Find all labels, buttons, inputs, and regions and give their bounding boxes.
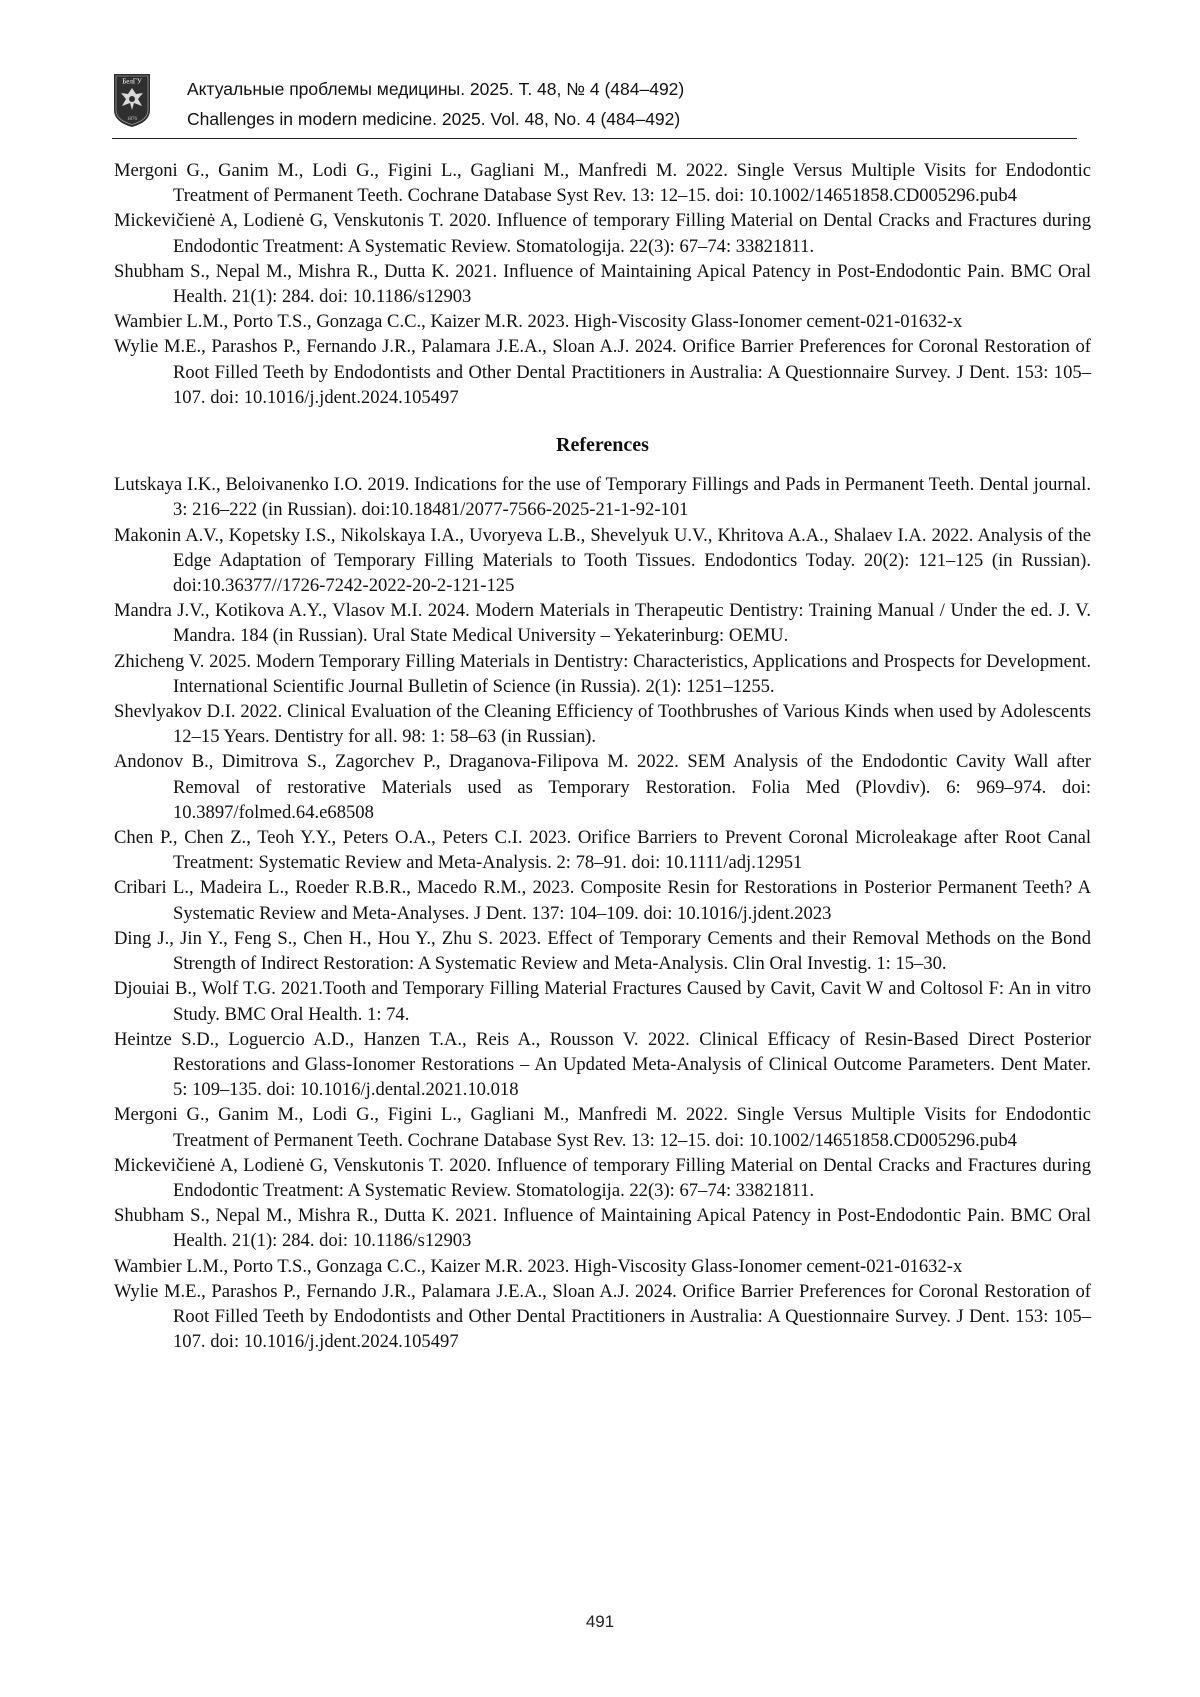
list-item: Cribari L., Madeira L., Roeder R.B.R., Macedo R.M., 2023. Composite Resin for Restorations in Posterior Permanent Teeth? A Systematic Review and Meta-Analyses. J Dent. 137: 104–109. doi: 10.1016/j.jdent.2023	[114, 877, 1091, 924]
list-item: Wambier L.M., Porto T.S., Gonzaga C.C., Kaizer M.R. 2023. High-Viscosity Glass-Ionomer cement-021-01632-x	[114, 311, 963, 333]
journal-header	[112, 72, 1077, 139]
list-item: Chen P., Chen Z., Teoh Y.Y., Peters O.A., Peters C.I. 2023. Orifice Barriers to Prevent Coronal Microleakage after Root Canal Treatment: Systematic Review and Meta-Analysis. 2: 78–91. doi: 10.1111/adj.12951	[114, 827, 1091, 874]
list-item: Makonin A.V., Kopetsky I.S., Nikolskaya I.A., Uvoryeva L.B., Shevelyuk U.V., Khritova A.A., Shalaev I.A. 2022. Analysis of the Edge Adaptation of Temporary Filling Materials to Tooth Tissues. Endodontics Today. 20(2): 121–125 (in Russian). doi:10.36377//1726-7242-2022-20-2-121-125	[114, 524, 1091, 597]
list-item: Wylie M.E., Parashos P., Fernando J.R., Palamara J.E.A., Sloan A.J. 2024. Orifice Barrier Preferences for Coronal Restoration of Root Filled Teeth by Endodontists and Other Dental Practitioners in Australia: A Questionnaire Survey. J Dent. 153: 105–107. doi: 10.1016/j.jdent.2024.105497	[114, 1280, 1091, 1353]
list-item: Zhicheng V. 2025. Modern Temporary Filling Materials in Dentistry: Characteristics, Applications and Prospects for Development. International Scientific Journal Bulletin of Science (in Russia). 2(1): 1251–1255.	[114, 650, 1091, 697]
list-item: Shubham S., Nepal M., Mishra R., Dutta K. 2021. Influence of Maintaining Apical Patency in Post-Endodontic Pain. BMC Oral Health. 21(1): 284. doi: 10.1186/s12903	[114, 1205, 1091, 1252]
references-body	[114, 158, 1091, 1354]
list-item: Heintze S.D., Loguercio A.D., Hanzen T.A., Reis A., Rousson V. 2022. Clinical Efficacy of Resin-Based Direct Posterior Restorations and Glass-Ionomer Restorations – An Updated Meta-Analysis of Clinical Outcome Parameters. Dent Mater. 5: 109–135. doi: 10.1016/j.dental.2021.10.018	[114, 1028, 1091, 1101]
section-heading-references: References	[556, 434, 649, 457]
journal-title-en: Challenges in modern medicine. 2025. Vol. 48, No. 4 (484–492)	[187, 109, 681, 129]
list-item: Lutskaya I.K., Beloivanenko I.O. 2019. Indications for the use of Temporary Fillings and Pads in Permanent Teeth. Dental journal. 3: 216–222 (in Russian). doi:10.18481/2077-7566-2025-21-1-92-101	[114, 474, 1091, 521]
list-item: Mickevičienė A, Lodienė G, Venskutonis T. 2020. Influence of temporary Filling Material on Dental Cracks and Fractures during Endodontic Treatment: A Systematic Review. Stomatologija. 22(3): 67–74: 33821811.	[114, 210, 1091, 257]
list-item: Andonov B., Dimitrova S., Zagorchev P., Draganova-Filipova M. 2022. SEM Analysis of the Endodontic Cavity Wall after Removal of restorative Materials used as Temporary Restoration. Folia Med (Plovdiv). 6: 969–974. doi: 10.3897/folmed.64.e68508	[114, 751, 1091, 823]
list-item: Shevlyakov D.I. 2022. Clinical Evaluation of the Cleaning Efficiency of Toothbrushes of Various Kinds when used by Adolescents 12–15 Years. Dentistry for all. 98: 1: 58–63 (in Russian).	[114, 701, 1091, 748]
list-item: Wylie M.E., Parashos P., Fernando J.R., Palamara J.E.A., Sloan A.J. 2024. Orifice Barrier Preferences for Coronal Restoration of Root Filled Teeth by Endodontists and Other Dental Practitioners in Australia: A Questionnaire Survey. J Dent. 153: 105–107. doi: 10.1016/j.jdent.2024.105497	[114, 336, 1091, 408]
list-item: Shubham S., Nepal M., Mishra R., Dutta K. 2021. Influence of Maintaining Apical Patency in Post-Endodontic Pain. BMC Oral Health. 21(1): 284. doi: 10.1186/s12903	[114, 260, 1091, 308]
list-item: Djouiai B., Wolf T.G. 2021.Tooth and Temporary Filling Material Fractures Caused by Cavit, Cavit W and Coltosol F: An in vitro Study. BMC Oral Health. 1: 74.	[114, 978, 1091, 1025]
top-reference-list	[114, 158, 1091, 410]
list-item: Mandra J.V., Kotikova A.Y., Vlasov M.I. 2024. Modern Materials in Therapeutic Dentistry: Training Manual / Under the ed. J. V. Mandra. 184 (in Russian). Ural State Medical University – Yekaterinburg: OEMU.	[114, 600, 1091, 647]
journal-citation	[187, 74, 684, 134]
list-item: Mergoni G., Ganim M., Lodi G., Figini L., Gagliani M., Manfredi M. 2022. Single Versus Multiple Visits for Endodontic Treatment of Permanent Teeth. Cochrane Database Syst Rev. 13: 12–15. doi: 10.1002/14651858.CD005296.pub4	[114, 1104, 1091, 1151]
logo-text: БелГУ	[122, 77, 142, 86]
page-number: 491	[585, 1612, 615, 1631]
list-item: Mickevičienė A, Lodienė G, Venskutonis T. 2020. Influence of temporary Filling Material on Dental Cracks and Fractures during Endodontic Treatment: A Systematic Review. Stomatologija. 22(3): 67–74: 33821811.	[114, 1154, 1091, 1201]
logo-year: 1876	[127, 117, 137, 122]
university-logo-icon	[112, 72, 152, 128]
list-item: Wambier L.M., Porto T.S., Gonzaga C.C., Kaizer M.R. 2023. High-Viscosity Glass-Ionomer cement-021-01632-x	[114, 1255, 963, 1277]
list-item: Ding J., Jin Y., Feng S., Chen H., Hou Y., Zhu S. 2023. Effect of Temporary Cements and their Removal Methods on the Bond Strength of Indirect Restoration: A Systematic Review and Meta-Analysis. Clin Oral Investig. 1: 15–30.	[114, 927, 1091, 975]
journal-title-ru: Актуальные проблемы медицины. 2025. Т. 48, № 4 (484–492)	[187, 79, 685, 99]
reference-list	[114, 472, 1091, 1354]
list-item: Mergoni G., Ganim M., Lodi G., Figini L., Gagliani M., Manfredi M. 2022. Single Versus Multiple Visits for Endodontic Treatment of Permanent Teeth. Cochrane Database Syst Rev. 13: 12–15. doi: 10.1002/14651858.CD005296.pub4	[114, 160, 1091, 207]
